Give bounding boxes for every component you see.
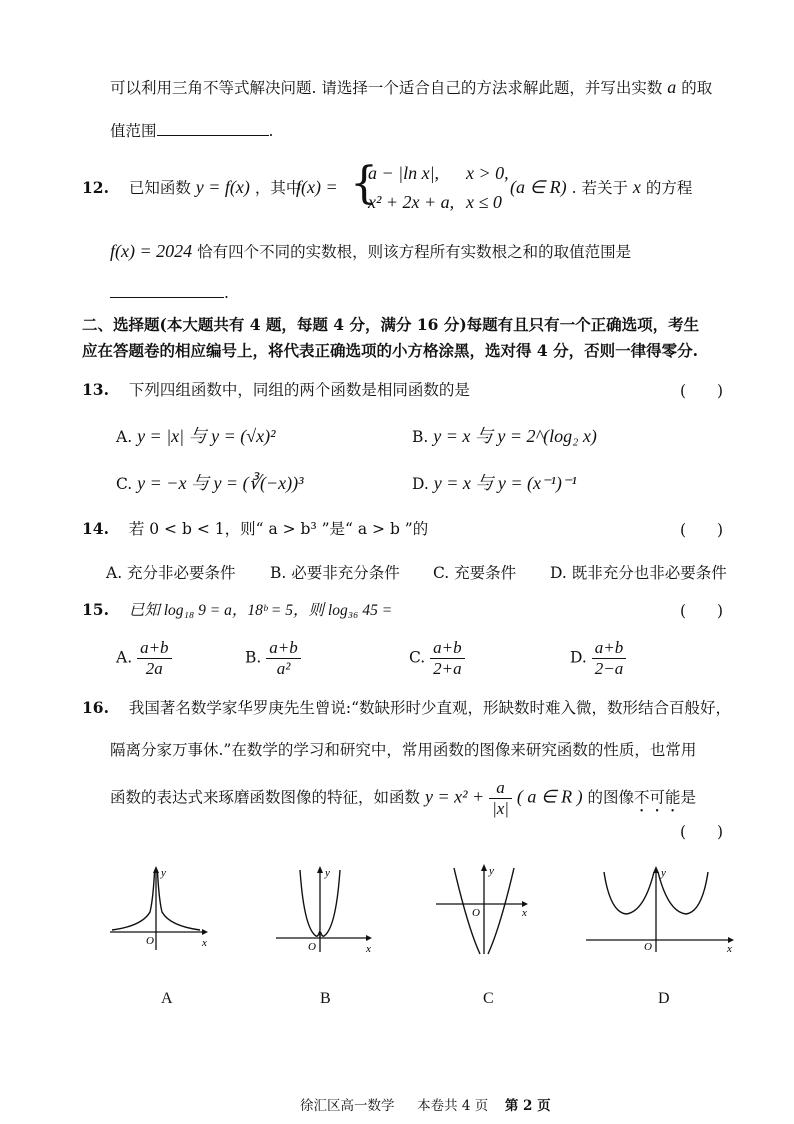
q12-cond2: x ≤ 0 [466, 192, 502, 212]
q13-option-b[interactable] [412, 422, 597, 448]
curve-left [604, 872, 654, 914]
curve-left [300, 870, 320, 938]
q16-graph-a [104, 860, 214, 955]
y-label: y [661, 867, 666, 879]
q12-text1: 已知函数 [128, 179, 191, 197]
q14-number: 14. [82, 519, 109, 538]
q13-b-label: B. [412, 428, 429, 446]
q14-option-b[interactable]: B. 必要非充分条件 [270, 564, 400, 582]
footer-pages: 本卷共 4 页 [417, 1098, 489, 1114]
graph-label-d: D [658, 990, 670, 1007]
answer-blank-11[interactable] [157, 135, 269, 136]
q16-domain: ( a ∈ R ) [516, 786, 583, 807]
curve-right [158, 872, 201, 930]
q12-case2: x² + 2x + a, [368, 192, 455, 212]
q12-case1: a − |ln x|, [368, 163, 440, 183]
q13-c-label: C. [116, 475, 133, 493]
q16-fraction [489, 778, 512, 819]
q13-d-text: y = x 与 y = (x⁻¹)⁻¹ [433, 473, 577, 493]
page-footer [300, 1094, 551, 1114]
curve-right [321, 870, 341, 936]
section2-line1: 二、选择题(本大题共有 4 题，每题 4 分，满分 16 分)每题有且只有一个正确选项，考生 [82, 315, 700, 334]
q15-a-numerator: a+b [137, 638, 171, 659]
q16-answer-paren[interactable]: ( ) [680, 823, 724, 841]
q14-option-c[interactable]: C. 充要条件 [433, 564, 517, 582]
footer-district: 徐汇区高一数学 [300, 1098, 395, 1114]
q15-c-label: C. [409, 648, 426, 667]
x-label: x [727, 943, 732, 955]
q11-line1-text: 可以利用三角不等式解决问题. 请选择一个适合自己的方法求解此题，并写出实数 [110, 79, 663, 97]
q15-b-fraction [266, 638, 300, 679]
y-label: y [325, 867, 330, 879]
q15-b-numerator: a+b [266, 638, 300, 659]
q11-period: . [268, 122, 274, 140]
q15-number: 15. [82, 600, 109, 619]
footer-page-number: 第 2 页 [504, 1098, 551, 1114]
q16-formula: y = x² + [424, 786, 485, 807]
x-arrow [366, 935, 372, 941]
q16-graph-b [270, 860, 380, 955]
piecewise-brace: { [350, 158, 378, 209]
curve-left [112, 872, 155, 930]
q12-cond1: x > 0, [466, 163, 509, 183]
q14-stem [82, 518, 428, 540]
q12-text4: 的方程 [645, 179, 693, 197]
q15-c-fraction [430, 638, 464, 679]
q16-line3c: 是 [680, 788, 697, 807]
q12-line2 [110, 240, 631, 263]
q12-equation: f(x) = 2024 [110, 241, 193, 261]
origin-label: O [644, 941, 652, 953]
q12-period: . [224, 284, 229, 302]
q14-option-a[interactable]: A. 充分非必要条件 [106, 564, 236, 582]
q16-graph-c [432, 858, 542, 958]
q14-answer-paren[interactable]: ( ) [680, 521, 724, 539]
q15-b-label: B. [245, 648, 262, 667]
q12-line1 [82, 176, 301, 199]
q13-answer-paren[interactable]: ( ) [680, 382, 724, 400]
x-arrow [202, 929, 208, 935]
q12-line1-tail [510, 176, 692, 199]
q15-option-b[interactable] [245, 638, 301, 679]
q16-line3b: 的图像 [587, 788, 635, 807]
q16-emphasis: 不可能 [634, 788, 681, 807]
curve-right [488, 868, 514, 954]
y-arrow [481, 864, 487, 871]
q13-option-c[interactable] [116, 469, 304, 495]
y-arrow [653, 866, 659, 873]
q15-d-label: D. [570, 648, 587, 667]
q12-func: y = f(x) [195, 177, 250, 197]
q15-d-denominator: 2−a [594, 659, 624, 678]
q15-d-fraction [592, 638, 626, 679]
q13-c-text: y = −x 与 y = (∛(−x))³ [137, 473, 304, 493]
x-label: x [522, 907, 527, 919]
q11-line1-end: 的取 [681, 79, 713, 97]
q12-line3 [110, 282, 229, 304]
q15-c-denominator: 2+a [433, 659, 462, 678]
origin-label: O [308, 941, 316, 953]
q12-fx: f(x) = [296, 177, 338, 197]
q12-text2: ，其中 [254, 179, 302, 197]
q12-var-x: x [632, 177, 641, 197]
q15-a-denominator: 2a [145, 659, 163, 678]
graph-label-b: B [320, 990, 331, 1007]
graph-label-a: A [161, 990, 173, 1007]
origin-label: O [472, 907, 480, 919]
q16-line1-text: 我国著名数学家华罗庚先生曾说:“数缺形时少直观，形缺数时难入微，数形结合百般好， [128, 699, 731, 717]
q16-line2: 隔离分家万事休.”在数学的学习和研究中，常用函数的图像来研究函数的性质，也常用 [110, 741, 697, 759]
q13-d-label: D. [412, 475, 429, 493]
q13-stem [82, 379, 470, 401]
q12-line2-text: 恰有四个不同的实数根，则该方程所有实数根之和的取值范围是 [197, 243, 632, 261]
answer-blank-12[interactable] [110, 297, 224, 298]
y-arrow [153, 866, 159, 873]
q11-line2 [110, 120, 273, 142]
q12-domain: (a ∈ R) [510, 177, 567, 197]
q15-stem [82, 599, 392, 622]
section2-line2: 应在答题卷的相应编号上，将代表正确选项的小方格涂黑，选对得 4 分，否则一律得零分. [82, 341, 698, 360]
origin-label: O [146, 935, 154, 947]
q11-line2-text: 值范围 [110, 122, 157, 140]
y-arrow [317, 866, 323, 873]
q16-frac-numerator: a [489, 778, 512, 799]
q15-a-label: A. [116, 648, 133, 667]
q16-line1 [82, 697, 731, 719]
y-label: y [161, 867, 166, 879]
x-label: x [202, 937, 207, 949]
q15-c-numerator: a+b [430, 638, 464, 659]
q14-text: 若 0 < b < 1，则“ a > b³ ”是“ a > b ”的 [128, 520, 429, 538]
q13-text: 下列四组函数中，同组的两个函数是相同函数的是 [128, 381, 470, 399]
x-label: x [366, 943, 371, 955]
q15-d-numerator: a+b [592, 638, 626, 659]
q14-option-d[interactable]: D. 既非充分也非必要条件 [550, 564, 727, 582]
q16-frac-denominator: |x| [492, 799, 509, 818]
q15-answer-paren[interactable]: ( ) [680, 602, 724, 620]
q15-option-c[interactable] [409, 638, 465, 679]
q15-b-denominator: a² [276, 659, 291, 678]
q11-line1 [110, 76, 712, 99]
q12-number: 12. [82, 178, 109, 197]
q15-a-fraction [137, 638, 171, 679]
q12-text3: . 若关于 [571, 179, 628, 197]
q13-option-a[interactable] [116, 422, 275, 448]
q16-graph-d [582, 860, 742, 955]
q13-a-label: A. [116, 428, 133, 446]
q16-line3a: 函数的表达式来琢磨函数图像的特征，如函数 [110, 788, 421, 807]
y-label: y [489, 865, 494, 877]
q13-number: 13. [82, 380, 109, 399]
q13-a-text: y = |x| 与 y = (√x)² [137, 426, 276, 446]
q15-text: 已知 log₁₈ 9 = a，18ᵇ = 5，则 log₃₆ 45 = [128, 602, 393, 619]
q13-option-d[interactable] [412, 469, 577, 495]
q15-option-a[interactable] [116, 638, 172, 679]
q13-b-text: y = x 与 y = 2^(log₂ x) [433, 426, 597, 446]
q15-option-d[interactable] [570, 638, 626, 679]
graph-label-c: C [483, 990, 494, 1007]
q16-number: 16. [82, 698, 109, 717]
q11-var-a: a [667, 77, 677, 97]
q16-line3 [110, 778, 696, 819]
